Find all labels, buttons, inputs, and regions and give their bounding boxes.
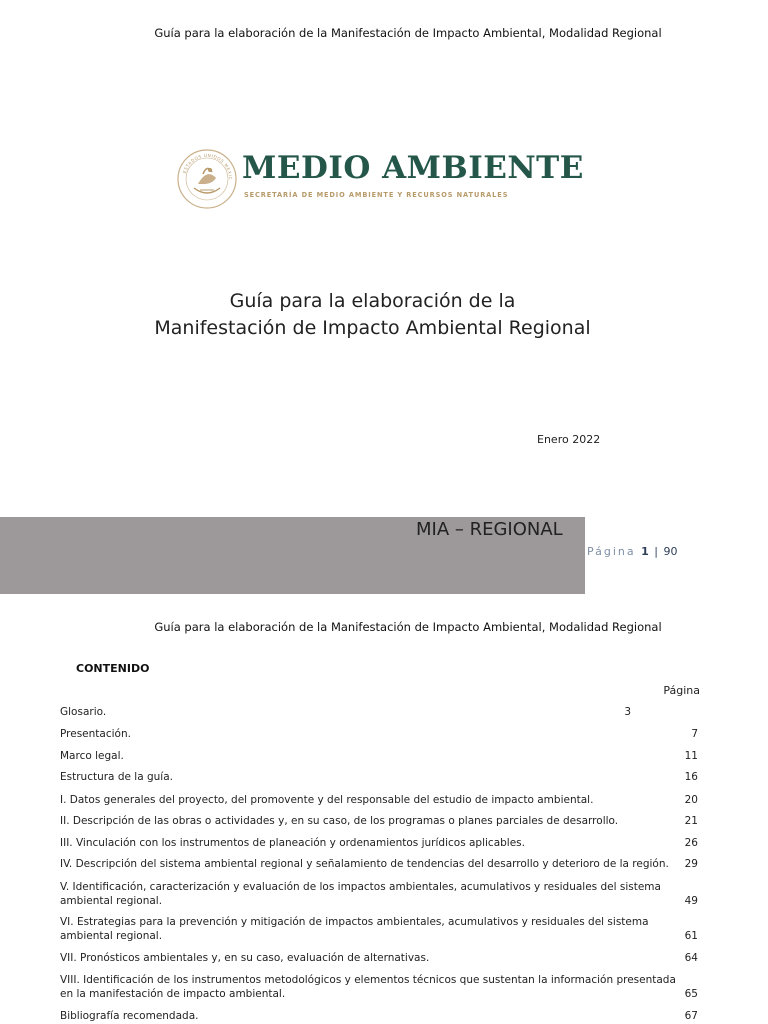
page-label: Página — [587, 545, 636, 558]
toc-entry-text: VII. Pronósticos ambientales y, en su caso, evaluación de alternativas. — [60, 952, 430, 964]
toc-entry-page: 64 — [684, 952, 698, 964]
svg-text:ESTADOS UNIDOS MEXICANOS — [176, 148, 233, 180]
toc-entry-page: 7 — [691, 728, 698, 740]
footer-title: MIA – REGIONAL — [416, 519, 563, 540]
toc-entry-page: 16 — [684, 771, 698, 783]
toc-entry-page: 3 — [624, 706, 631, 718]
toc-entry-page: 20 — [684, 794, 698, 806]
toc-entry-page: 21 — [684, 815, 698, 827]
toc-entry-text: Estructura de la guía. — [60, 771, 173, 783]
toc-entry-text: Bibliografía recomendada. — [60, 1010, 199, 1022]
contents-heading: CONTENIDO — [76, 662, 150, 675]
toc-entry-text: Presentación. — [60, 728, 131, 740]
toc-entry-page: 65 — [684, 988, 698, 1000]
toc-entry-text: VIII. Identificación de los instrumentos metodológicos y elementos técnicos que sustentan la información presentada en la manifestación de impacto ambiental. — [60, 974, 676, 1000]
document-title-line-1: Guía para la elaboración de la — [229, 290, 516, 312]
running-header-page-2: Guía para la elaboración de la Manifestación de Impacto Ambiental, Modalidad Regional — [154, 620, 662, 634]
toc-entry-page: 61 — [684, 930, 698, 942]
toc-entry-page: 26 — [684, 837, 698, 849]
toc-entry-page: 67 — [684, 1010, 698, 1022]
seal-text: ESTADOS UNIDOS MEXIC — [181, 152, 234, 181]
running-header: Guía para la elaboración de la Manifestación de Impacto Ambiental, Modalidad Regional — [154, 26, 662, 40]
toc-entry-text: VI. Estrategias para la prevención y mitigación de impactos ambientales, acumulativos y residuales del sistema ambiental regional. — [60, 916, 649, 942]
toc-entry-text: IV. Descripción del sistema ambiental regional y señalamiento de tendencias del desarrollo y deterioro de la región. — [60, 858, 669, 870]
toc-entry-text: V. Identificación, caracterización y evaluación de los impactos ambientales, acumulativos y residuales del sistema ambiental regional. — [60, 881, 661, 907]
page-column-label: Página — [663, 684, 700, 697]
toc-entry-text: II. Descripción de las obras o actividades y, en su caso, de los programas o planes parciales de desarrollo. — [60, 815, 619, 827]
total-pages: 90 — [663, 545, 678, 558]
current-page: 1 — [641, 545, 649, 558]
logo-title: MEDIO AMBIENTE — [242, 150, 584, 186]
document-date: Enero 2022 — [537, 433, 601, 446]
toc-entry-text: Marco legal. — [60, 750, 124, 762]
page-separator: | — [654, 545, 659, 558]
national-seal-icon — [176, 148, 238, 210]
toc-entry-page: 11 — [684, 750, 698, 762]
page-number — [587, 545, 678, 558]
document-title-line-2: Manifestación de Impacto Ambiental Regional — [154, 317, 591, 339]
toc-entry-text: I. Datos generales del proyecto, del promovente y del responsable del estudio de impacto ambiental. — [60, 794, 594, 806]
toc-entry-text: Glosario. — [60, 706, 107, 718]
logo-subtitle: SECRETARÍA DE MEDIO AMBIENTE Y RECURSOS NATURALES — [244, 191, 509, 199]
toc-entry-text: III. Vinculación con los instrumentos de planeación y ordenamientos jurídicos aplicables. — [60, 837, 525, 849]
toc-entry-page: 29 — [684, 858, 698, 870]
semarnat-logo — [176, 146, 584, 212]
toc-entry-page: 49 — [684, 895, 698, 907]
